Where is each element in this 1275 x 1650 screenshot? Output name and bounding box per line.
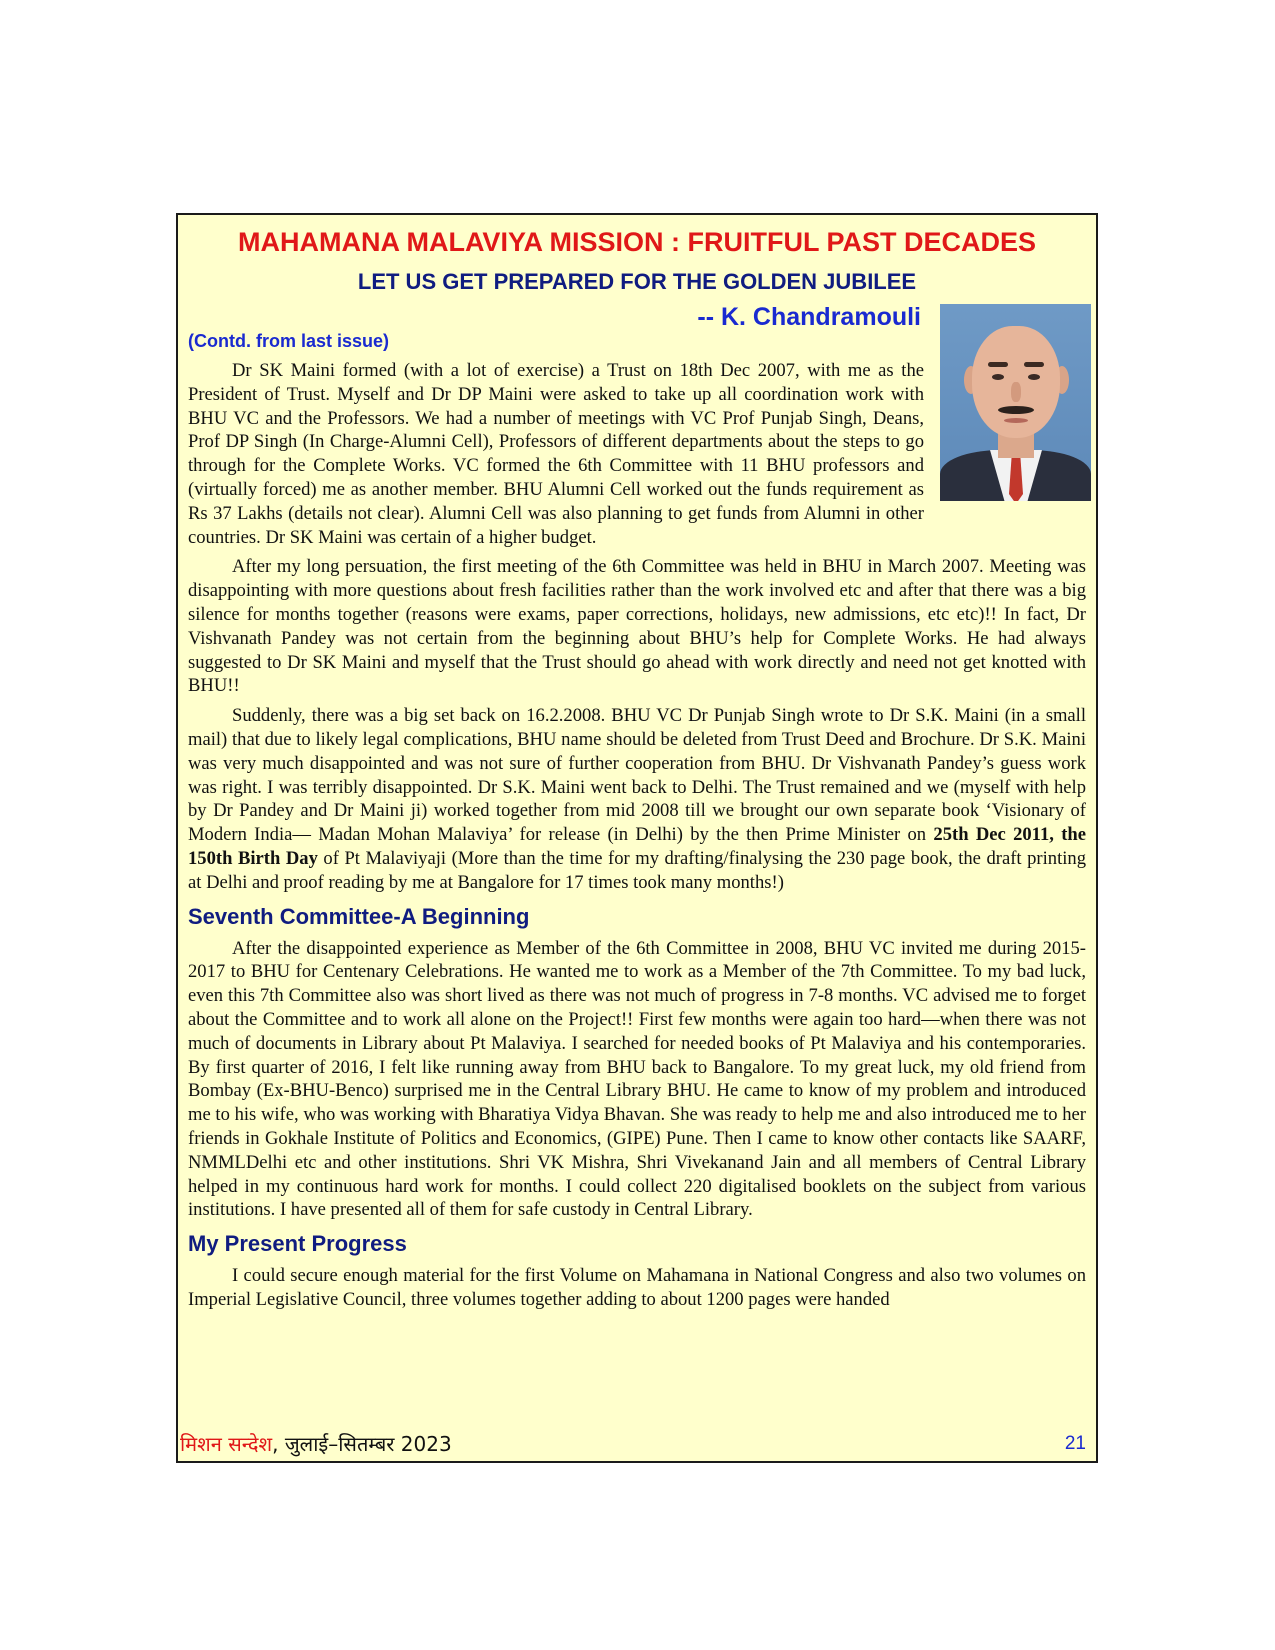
continued-note: (Contd. from last issue) — [188, 331, 390, 351]
article-frame — [176, 213, 1098, 1463]
page-footer — [178, 1429, 1096, 1459]
article-body — [188, 327, 1086, 1318]
article-subtitle: LET US GET PREPARED FOR THE GOLDEN JUBILEE — [357, 269, 917, 294]
article-title: MAHAMANA MALAVIYA MISSION : FRUITFUL PAST DECADES — [237, 227, 1036, 257]
paragraph-3 — [188, 704, 1086, 894]
paragraph-1: Dr SK Maini formed (with a lot of exercise) a Trust on 18th Dec 2007, with me as the President of Trust. Myself and Dr DP Maini were asked to take up all coordination work with BHU VC and the Professors. We had a number of meetings with VC Prof Punjab Singh, Deans, Prof DP Singh (In Charge-Alumni Cell), Professors of different departments about the steps to go through for the Complete Works. VC formed the 6th Committee with 11 BHU professors and (virtually forced) me as another member. BHU Alumni Cell worked out the funds requirement as Rs 37 Lakhs (details not clear). Alumni Cell was also planning to get funds from Alumni in other countries. Dr SK Maini was certain of a higher budget. — [188, 360, 924, 548]
section-heading-present-progress: My Present Progress — [188, 1231, 407, 1257]
journal-issue — [180, 1430, 452, 1457]
author-byline: -- K. Chandramouli — [697, 303, 921, 331]
paragraph-3-text-a: Suddenly, there was a big set back on 16.2.2008. BHU VC Dr Punjab Singh wrote to Dr S.K. Maini (in a small mail) that due to likely legal complications, BHU name should be deleted from Trust Deed and Brochure. Dr S.K. Maini was very much disappointed and was not sure of further cooperation from BHU. Dr Vishvanath Pandey’s guess work was right. I was terribly disappointed. Dr S.K. Maini went back to Delhi. The Trust remained and we (myself with help by Dr Pandey and Dr Maini ji) worked together from mid 2008 till we brought our own separate book ‘Visionary of Modern India— Madan Mohan Malaviya’ for release (in Delhi) by the then Prime Minister on — [188, 705, 1086, 846]
paragraph-3-text-b: of Pt Malaviyaji (More than the time for my drafting/finalysing the 230 page book, the draft printing at Delhi and proof reading by me at Bangalore for 17 times took many months!) — [188, 847, 1086, 893]
photo-spacer — [924, 327, 1086, 502]
paragraph-2: After my long persuation, the first meeting of the 6th Committee was held in BHU in March 2007. Meeting was disappointing with more questions about fresh facilities rather than the work involved etc and after that there was a big silence for months together (reasons were exams, paper corrections, holidays, new admissions, etc etc)!! In fact, Dr Vishvanath Pandey was not certain from the beginning about BHU’s help for Complete Works. He had always suggested to Dr SK Maini and myself that the Trust should go ahead with work directly and need not get knotted with BHU!! — [188, 556, 1086, 697]
paragraph-3-bold-date: 25th Dec 2011, the 150th Birth Day — [188, 824, 1086, 869]
page-number: 21 — [1064, 1433, 1086, 1454]
paragraph-present-progress: I could secure enough material for the first Volume on Mahamana in National Congress and also two volumes on Imperial Legislative Council, three volumes together adding to about 1200 pages were handed — [188, 1265, 1086, 1310]
paragraph-seventh-committee: After the disappointed experience as Member of the 6th Committee in 2008, BHU VC invited me during 2015-2017 to BHU for Centenary Celebrations. He wanted me to work as a Member of the 7th Committee. To my bad luck, even this 7th Committee also was short lived as there was not much of progress in 7-8 months. VC advised me to forget about the Committee and to work all alone on the Project!! First few months were again too hard—when there was not much of documents in Library about Pt Malaviya. I searched for needed books of Pt Malaviya and his contemporaries. By first quarter of 2016, I felt like running away from BHU back to Bangalore. To my great luck, my old friend from Bombay (Ex-BHU-Benco) surprised me in the Central Library BHU. He came to know of my problem and introduced me to his wife, who was working with Bharatiya Vidya Bhavan. She was ready to help me and also introduced me to her friends in Gokhale Institute of Politics and Economics, (GIPE) Pune. Then I came to know other contacts like SAARF, NMMLDelhi etc and other institutions. Shri VK Mishra, Shri Vivekanand Jain and all members of Central Library helped in my continuous hard work for months. I could collect 220 digitalised booklets on the subject from various institutions. I have presented all of them for safe custody in Central Library. — [188, 937, 1086, 1221]
journal-name: मिशन सन्देश — [180, 1432, 273, 1456]
section-heading-seventh-committee: Seventh Committee-A Beginning — [188, 903, 530, 929]
issue-date: , जुलाई–सितम्बर 2023 — [272, 1432, 452, 1456]
